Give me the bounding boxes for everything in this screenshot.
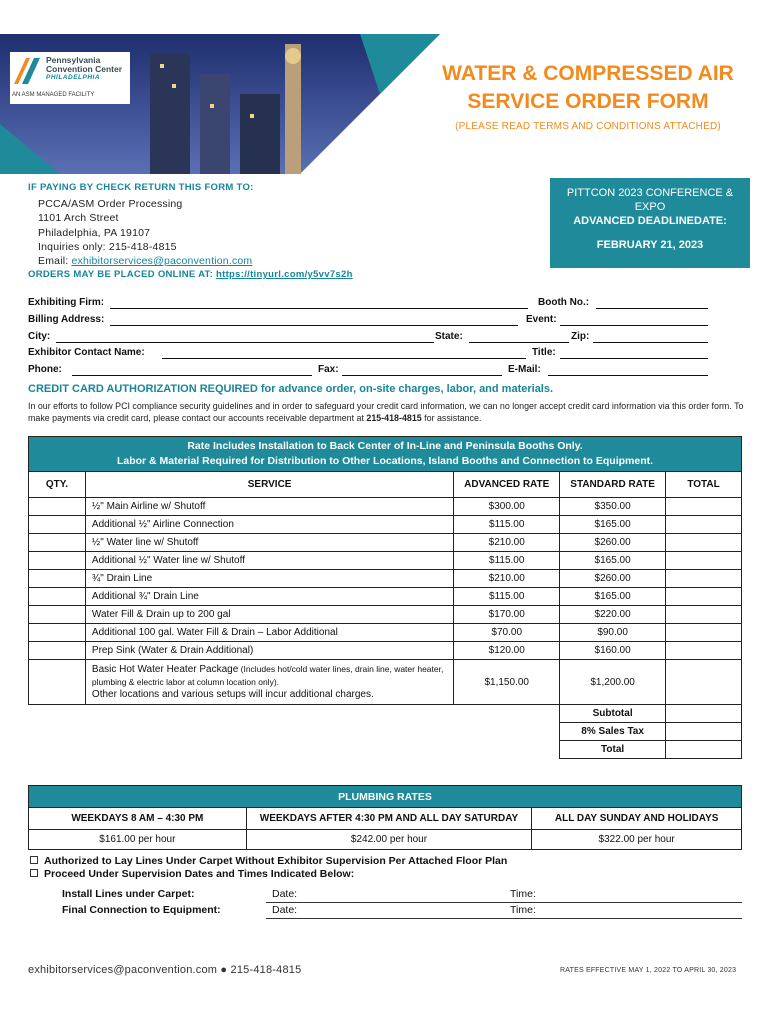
- table-row: [29, 534, 742, 552]
- total-value[interactable]: [666, 741, 742, 759]
- standard-rate: $165.00: [560, 552, 666, 570]
- deadline-label: ADVANCED DEADLINEDATE:: [573, 215, 727, 227]
- rate-includes-band: [29, 437, 742, 472]
- heater-note: Other locations and various setups will incur additional charges.: [91, 689, 374, 700]
- exhibiting-firm-field[interactable]: [110, 308, 528, 309]
- return-heading: IF PAYING BY CHECK RETURN THIS FORM TO:: [28, 182, 254, 193]
- standard-rate: $165.00: [560, 588, 666, 606]
- online-order-row: [28, 269, 353, 280]
- exhibitor-fields: [28, 297, 708, 381]
- table-row: [29, 498, 742, 516]
- authorize-checkbox[interactable]: [30, 856, 38, 864]
- qty-input[interactable]: [29, 516, 86, 534]
- zip-label: Zip:: [571, 330, 590, 342]
- state-field[interactable]: [469, 342, 569, 343]
- city-label: City:: [28, 330, 51, 342]
- table-row: [29, 606, 742, 624]
- credit-card-notice-text: In our efforts to follow PCI compliance security guidelines and in order to safeguard your credit card information, we can no longer accept credit card information via this order form. To make payments via credit card, please contact our accounts receivable department at: [28, 401, 744, 423]
- fax-label: Fax:: [318, 364, 339, 376]
- service-name: Additional ½" Airline Connection: [85, 516, 453, 534]
- authorize-label: Authorized to Lay Lines Under Carpet Without Exhibitor Supervision Per Attached Floor Plan: [44, 855, 508, 867]
- logo-text-line1: Pennsylvania: [46, 55, 101, 65]
- advanced-rate: $120.00: [454, 642, 560, 660]
- ar-phone: 215-418-4815: [366, 412, 422, 423]
- qty-input[interactable]: [29, 624, 86, 642]
- supervision-label: Proceed Under Supervision Dates and Times Indicated Below:: [44, 868, 355, 880]
- return-email-row: [38, 254, 252, 268]
- return-line: Inquiries only: 215-418-4815: [38, 240, 177, 253]
- return-line: Philadelphia, PA 19107: [38, 226, 151, 239]
- standard-rate: $260.00: [560, 534, 666, 552]
- standard-rate: $220.00: [560, 606, 666, 624]
- title-label: Title:: [532, 347, 556, 359]
- standard-rate: $160.00: [560, 642, 666, 660]
- event-name-line1: PITTCON 2023 CONFERENCE &: [566, 187, 734, 199]
- online-label: ORDERS MAY BE PLACED ONLINE AT:: [28, 269, 217, 280]
- form-title-line1: WATER & COMPRESSED AIR: [442, 62, 734, 85]
- service-name: Prep Sink (Water & Drain Additional): [85, 642, 453, 660]
- heater-name: Basic Hot Water Heater Package: [91, 664, 239, 675]
- col-advanced-rate: ADVANCED RATE: [454, 472, 560, 498]
- credit-card-notice: [28, 401, 746, 424]
- row-total[interactable]: [666, 570, 742, 588]
- qty-input[interactable]: [29, 570, 86, 588]
- advanced-rate: $115.00: [454, 552, 560, 570]
- final-date-field[interactable]: [266, 918, 506, 919]
- zip-field[interactable]: [593, 342, 708, 343]
- total-row: [29, 741, 742, 759]
- row-total[interactable]: [666, 606, 742, 624]
- service-name: [85, 660, 453, 705]
- event-name-line2: EXPO: [634, 201, 666, 213]
- qty-input[interactable]: [29, 552, 86, 570]
- standard-rate: $165.00: [560, 516, 666, 534]
- table-row: [29, 552, 742, 570]
- convention-center-logo: [10, 52, 130, 104]
- advanced-rate: $115.00: [454, 588, 560, 606]
- qty-input[interactable]: [29, 498, 86, 516]
- advanced-rate: $210.00: [454, 570, 560, 588]
- supervision-option-row: [30, 868, 507, 881]
- install-date-label: Date:: [272, 888, 298, 900]
- return-line: PCCA/ASM Order Processing: [38, 198, 183, 210]
- advanced-rate: $210.00: [454, 534, 560, 552]
- table-row-water-heater: [29, 660, 742, 705]
- email-link[interactable]: exhibitorservices@paconvention.com: [71, 255, 253, 268]
- sales-tax-label: 8% Sales Tax: [560, 723, 666, 741]
- logo-mark-icon: [12, 56, 42, 86]
- form-title: [400, 60, 770, 116]
- col-service: SERVICE: [85, 472, 453, 498]
- online-order-link[interactable]: https://tinyurl.com/y5vv7s2h: [216, 269, 353, 280]
- fax-field[interactable]: [342, 375, 502, 376]
- total-label: Total: [560, 741, 666, 759]
- event-field[interactable]: [560, 325, 708, 326]
- install-time-field[interactable]: [504, 902, 742, 903]
- install-date-field[interactable]: [266, 902, 506, 903]
- return-address: [38, 197, 252, 268]
- subtotal-label: Subtotal: [560, 705, 666, 723]
- phone-field[interactable]: [72, 375, 312, 376]
- subtotal-row: [29, 705, 742, 723]
- supervision-checkbox[interactable]: [30, 869, 38, 877]
- rate-band-line2: Labor & Material Required for Distribution to Other Locations, Island Booths and Connection to Equipment.: [116, 455, 654, 467]
- row-total[interactable]: [666, 588, 742, 606]
- form-title-line2: SERVICE ORDER FORM: [467, 90, 709, 113]
- logo-text-line2: Convention Center: [46, 64, 123, 74]
- service-name: Additional 100 gal. Water Fill & Drain – Labor Additional: [85, 624, 453, 642]
- billing-address-field[interactable]: [110, 325, 518, 326]
- service-name: ½" Main Airline w/ Shutoff: [85, 498, 453, 516]
- event-label: Event:: [526, 313, 557, 325]
- state-label: State:: [435, 330, 463, 342]
- plumbing-header-after-hours: WEEKDAYS AFTER 4:30 PM AND ALL DAY SATURDAY: [246, 808, 532, 830]
- final-connection-label: Final Connection to Equipment:: [62, 904, 221, 916]
- qty-input[interactable]: [29, 660, 86, 705]
- service-name: ¾" Drain Line: [85, 570, 453, 588]
- advanced-rate: $170.00: [454, 606, 560, 624]
- heater-detail: (Includes hot/cold water lines, drain line, water heater, plumbing & electric labor at column location only).: [91, 664, 444, 687]
- row-total[interactable]: [666, 516, 742, 534]
- contact-name-label: Exhibitor Contact Name:: [28, 347, 145, 359]
- sales-tax-value[interactable]: [666, 723, 742, 741]
- credit-card-notice-end: for assistance.: [421, 412, 482, 423]
- credit-card-heading: CREDIT CARD AUTHORIZATION REQUIRED for advance order, on-site charges, labor, and materials.: [28, 383, 554, 395]
- table-row: [29, 624, 742, 642]
- email-label: Email:: [38, 255, 72, 268]
- qty-input[interactable]: [29, 642, 86, 660]
- plumbing-header-sunday: ALL DAY SUNDAY AND HOLIDAYS: [532, 808, 742, 830]
- plumbing-rate-sunday: $322.00 per hour: [532, 830, 742, 850]
- standard-rate: $1,200.00: [560, 660, 666, 705]
- row-total[interactable]: [666, 552, 742, 570]
- qty-input[interactable]: [29, 588, 86, 606]
- col-standard-rate: STANDARD RATE: [560, 472, 666, 498]
- row-total[interactable]: [666, 642, 742, 660]
- advanced-rate: $115.00: [454, 516, 560, 534]
- title-field[interactable]: [560, 358, 708, 359]
- row-total[interactable]: [666, 534, 742, 552]
- advanced-rate: $70.00: [454, 624, 560, 642]
- plumbing-rate-after-hours: $242.00 per hour: [246, 830, 532, 850]
- standard-rate: $260.00: [560, 570, 666, 588]
- qty-input[interactable]: [29, 606, 86, 624]
- final-time-label: Time:: [510, 904, 536, 916]
- table-row: [29, 516, 742, 534]
- service-rate-table: [28, 436, 742, 759]
- authorization-options: [30, 855, 507, 881]
- service-name: Additional ¾" Drain Line: [85, 588, 453, 606]
- install-schedule: [62, 888, 742, 920]
- logo-text-line4: AN ASM MANAGED FACILITY: [12, 92, 95, 98]
- plumbing-rates-band: PLUMBING RATES: [29, 786, 742, 808]
- email-field-label: E-Mail:: [508, 364, 541, 376]
- final-time-field[interactable]: [504, 918, 742, 919]
- authorize-option-row: [30, 855, 507, 868]
- service-name: ½" Water line w/ Shutoff: [85, 534, 453, 552]
- table-row: [29, 642, 742, 660]
- plumbing-rates-table: [28, 785, 742, 850]
- city-field[interactable]: [56, 342, 434, 343]
- standard-rate: $350.00: [560, 498, 666, 516]
- row-total[interactable]: [666, 498, 742, 516]
- plumbing-rate-weekday: $161.00 per hour: [29, 830, 247, 850]
- table-row: [29, 588, 742, 606]
- install-lines-label: Install Lines under Carpet:: [62, 888, 195, 900]
- standard-rate: $90.00: [560, 624, 666, 642]
- deadline-date: FEBRUARY 21, 2023: [596, 239, 704, 251]
- final-date-label: Date:: [272, 904, 298, 916]
- deadline-box: [550, 178, 750, 268]
- rate-band-line1: Rate Includes Installation to Back Center of In-Line and Peninsula Booths Only.: [187, 440, 583, 452]
- advanced-rate: $1,150.00: [454, 660, 560, 705]
- billing-address-label: Billing Address:: [28, 313, 105, 325]
- advanced-rate: $300.00: [454, 498, 560, 516]
- col-total: TOTAL: [666, 472, 742, 498]
- contact-name-field[interactable]: [162, 358, 526, 359]
- subtotal-value[interactable]: [666, 705, 742, 723]
- install-time-label: Time:: [510, 888, 536, 900]
- qty-input[interactable]: [29, 534, 86, 552]
- form-subtitle: (PLEASE READ TERMS AND CONDITIONS ATTACHED): [455, 121, 721, 132]
- phone-label: Phone:: [28, 364, 62, 376]
- footer-effective-dates: RATES EFFECTIVE MAY 1, 2022 TO APRIL 30, 2023: [560, 967, 737, 974]
- return-line: 1101 Arch Street: [38, 212, 119, 225]
- row-total[interactable]: [666, 624, 742, 642]
- service-name: Additional ½" Water line w/ Shutoff: [85, 552, 453, 570]
- table-row: [29, 570, 742, 588]
- plumbing-header-weekday: WEEKDAYS 8 AM – 4:30 PM: [29, 808, 247, 830]
- logo-text-line3: PHILADELPHIA: [46, 74, 101, 81]
- row-total[interactable]: [666, 660, 742, 705]
- col-qty: QTY.: [29, 472, 86, 498]
- booth-no-label: Booth No.:: [538, 297, 590, 308]
- service-name: Water Fill & Drain up to 200 gal: [85, 606, 453, 624]
- footer-contact: exhibitorservices@paconvention.com ● 215-418-4815: [28, 964, 302, 976]
- email-field[interactable]: [548, 375, 708, 376]
- exhibiting-firm-label: Exhibiting Firm:: [28, 297, 105, 308]
- booth-no-field[interactable]: [596, 308, 708, 309]
- sales-tax-row: [29, 723, 742, 741]
